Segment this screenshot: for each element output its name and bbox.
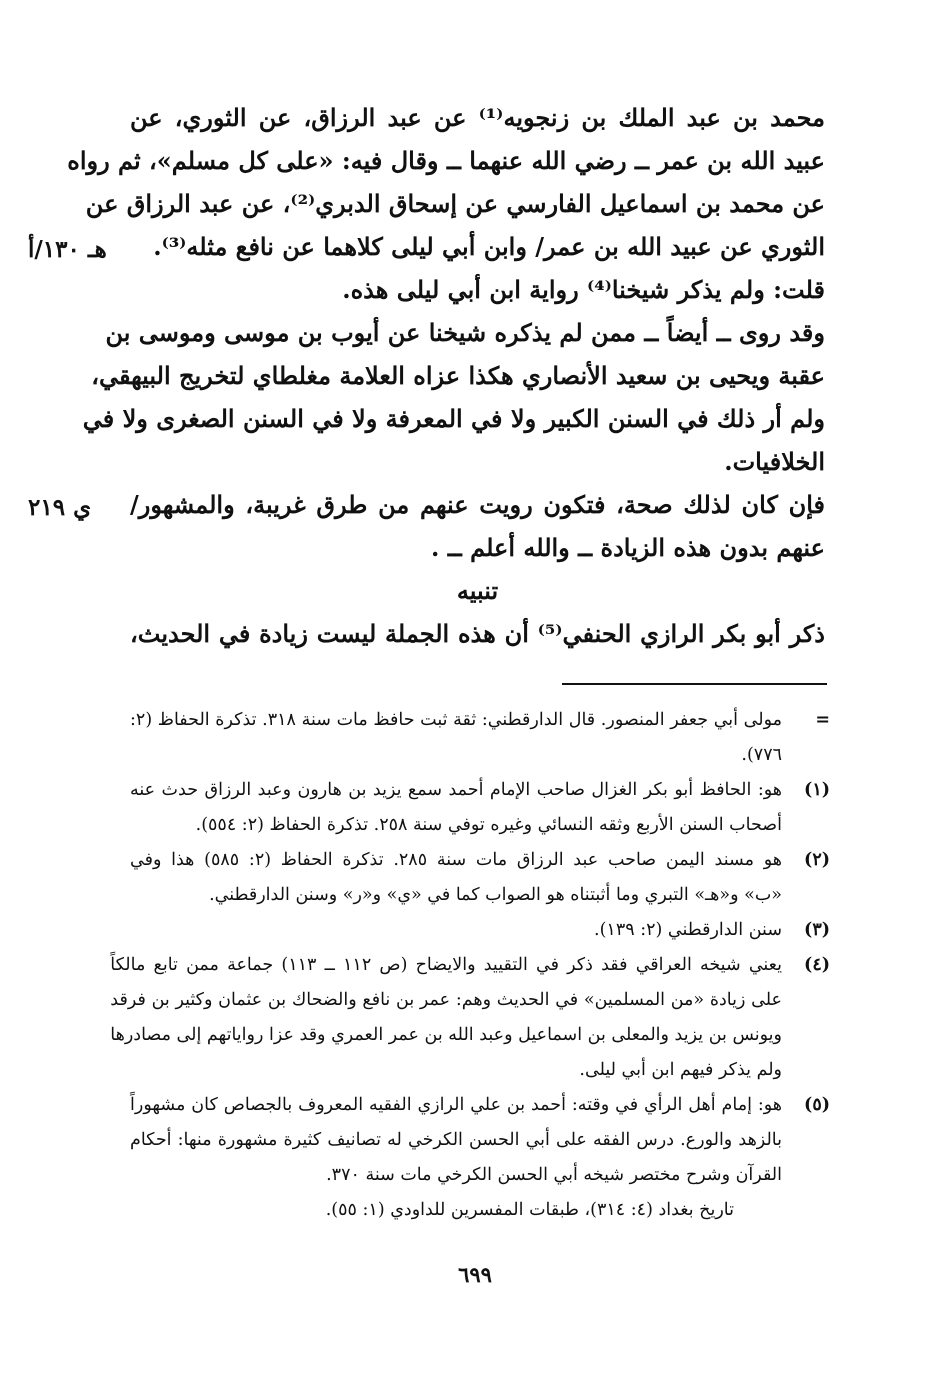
footnote-divider	[562, 683, 827, 685]
footnote-number: (٤)	[804, 955, 830, 975]
footnote-line: هو: الحافظ أبو بكر الغزال صاحب الإمام أحمد سمع يزيد بن هارون وعبد الرزاق حدث عنه	[130, 780, 782, 800]
text-line: وقد روى ــ أيضاً ــ ممن لم يذكره شيخنا عن أيوب بن موسى وموسى بن	[105, 318, 825, 347]
footnote-5	[130, 1088, 830, 1228]
footnote-line: القرآن وشرح مختصر شيخه أبي الحسن الكرخي مات سنة ٣٧٠.	[326, 1165, 782, 1185]
footnote-line: ويونس بن يزيد والمعلى بن اسماعيل وعبد الله بن عمر العمري وقد عزا رواياتهم إلى مصادرها	[110, 1025, 782, 1045]
footnote-number: (٢)	[804, 850, 830, 870]
section-heading: تنبيه	[456, 576, 499, 605]
text-line: الخلافيات.	[724, 447, 825, 476]
text-line: محمد بن عبد الملك بن زنجويه⁽¹⁾ عن عبد الرزاق، عن الثوري، عن	[130, 103, 825, 132]
page-number: ٦٩٩	[458, 1262, 492, 1287]
footnote-continuation	[130, 703, 830, 773]
footnote-line: يعني شيخه العراقي فقد ذكر في التقييد والايضاح (ص ١١٢ ــ ١١٣) جماعة ممن تابع مالكاً	[110, 955, 782, 975]
text-line: فإن كان لذلك صحة، فتكون رويت عنهم من طرق غريبة، والمشهور/	[130, 490, 825, 519]
footnote-line: هو مسند اليمن صاحب عبد الرزاق مات سنة ٢٨٥. تذكرة الحفاظ (٢: ٥٨٥) هذا وفي	[130, 850, 782, 870]
footnote-1	[130, 773, 830, 843]
text-line: عن محمد بن اسماعيل الفارسي عن إسحاق الدبري⁽²⁾، عن عبد الرزاق عن	[85, 189, 825, 218]
footnote-number: (٥)	[804, 1095, 830, 1115]
footnote-line: بالزهد والورع. درس الفقه على أبي الحسن الكرخي له تصانيف كثيرة مشهورة منها: أحكام	[130, 1130, 782, 1150]
text-line: قلت: ولم يذكر شيخنا⁽⁴⁾ رواية ابن أبي ليلى هذه.	[342, 275, 825, 304]
footnote-line: سنن الدارقطني (٢: ١٣٩).	[594, 920, 782, 940]
text-line: عبيد الله بن عمر ــ رضي الله عنهما ــ وقال فيه: «على كل مسلم»، ثم رواه	[67, 146, 825, 175]
footnote-3	[130, 913, 830, 948]
text-line: الثوري عن عبيد الله بن عمر/ وابن أبي ليلى كلاهما عن نافع مثله⁽³⁾.	[153, 232, 825, 261]
footnotes	[110, 703, 830, 1228]
margin-note-manuscript-h: هـ ١٣٠/أ	[28, 236, 107, 263]
footnote-line: مولى أبي جعفر المنصور. قال الدارقطني: ثقة ثبت حافظ مات سنة ٣١٨. تذكرة الحفاظ (٢:	[130, 710, 782, 730]
text-line: ذكر أبو بكر الرازي الحنفي⁽⁵⁾ أن هذه الجملة ليست زيادة في الحديث،	[130, 619, 825, 648]
text-line: عنهم بدون هذه الزيادة ــ والله أعلم ــ .	[430, 533, 825, 562]
margin-note-manuscript-y: ي ٢١٩	[28, 494, 92, 521]
footnote-line: أصحاب السنن الأربع وثقه النسائي وغيره توفي سنة ٢٥٨. تذكرة الحفاظ (٢: ٥٥٤).	[195, 815, 782, 835]
footnote-line: ولم يذكر فيهم ابن أبي ليلى.	[579, 1060, 782, 1080]
footnote-number: (١)	[804, 780, 830, 800]
text-line: ولم أر ذلك في السنن الكبير ولا في المعرفة ولا في السنن الصغرى ولا في	[82, 404, 825, 433]
footnote-number: (٣)	[804, 920, 830, 940]
continuation-marker: =	[815, 710, 830, 730]
footnote-line: على زيادة «من المسلمين» في الحديث وهم: عمر بن نافع والضحاك بن عثمان وكثير بن فرقد	[110, 990, 782, 1010]
footnote-line: ٧٧٦).	[741, 745, 782, 765]
footnote-line: تاريخ بغداد (٤: ٣١٤)، طبقات المفسرين للداودي (١: ٥٥).	[325, 1200, 734, 1220]
text-line: عقبة ويحيى بن سعيد الأنصاري هكذا عزاه العلامة مغلطاي لتخريج البيهقي،	[91, 361, 825, 390]
footnote-2	[130, 843, 830, 913]
footnote-line: هو: إمام أهل الرأي في وقته: أحمد بن علي الرازي الفقيه المعروف بالجصاص كان مشهوراً	[130, 1095, 782, 1115]
footnote-4	[110, 948, 830, 1088]
footnote-line: «ب» و«هـ» التبري وما أثبتناه هو الصواب كما في «ي» و«ر» وسنن الدارقطني.	[209, 885, 782, 905]
